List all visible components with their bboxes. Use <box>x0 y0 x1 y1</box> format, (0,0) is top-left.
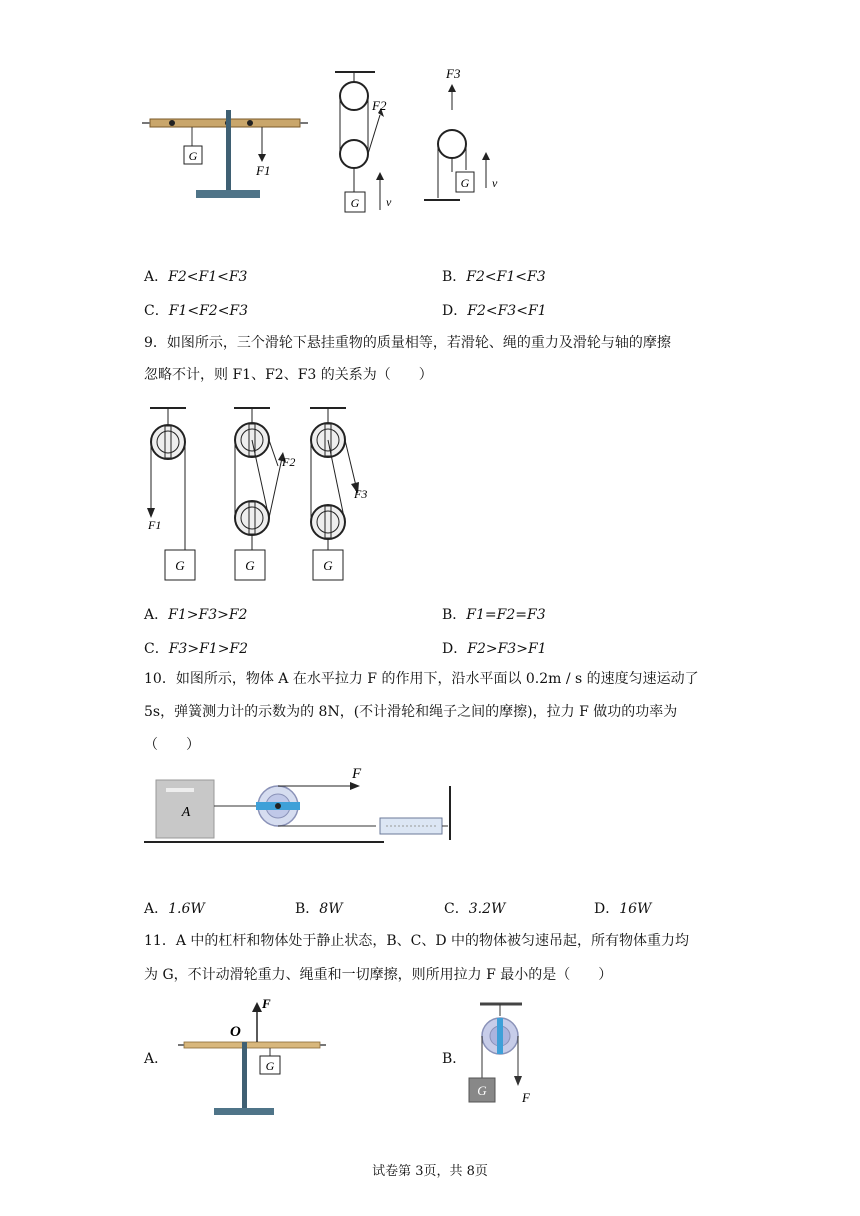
page-footer: 试卷第 3页，共 8页 <box>372 1164 488 1179</box>
q9-pulley-system-2 <box>234 408 295 580</box>
q9-figures <box>140 402 380 588</box>
q11-option-a[interactable]: A． <box>144 1051 169 1067</box>
label-q9-F2: F2 <box>282 455 296 469</box>
label-q9-F3: F3 <box>354 487 368 501</box>
label-q11-F-b: F <box>522 1090 530 1105</box>
q8-option-a[interactable]: A．F2<F1<F3 <box>144 269 248 285</box>
q10-option-d[interactable]: D．16W <box>594 901 652 917</box>
q10-question-line1: 10．如图所示，物体 A 在水平拉力 F 的作用下，沿水平面以 0.2m / s 的速度匀速运动了 <box>144 671 699 687</box>
q8-double-pulley-figure <box>335 72 392 212</box>
q10-option-b[interactable]: B．8W <box>295 901 343 917</box>
q9-fixed-pulley-figure <box>147 408 195 580</box>
label-O: O <box>230 1024 241 1040</box>
label-v: v <box>386 195 392 209</box>
q11-option-a-figure <box>178 996 328 1120</box>
label-q11-G-a: G <box>265 1059 275 1073</box>
label-G3: G <box>460 176 470 190</box>
q9-option-a[interactable]: A．F1>F3>F2 <box>144 607 248 623</box>
label-block-A: A <box>181 805 191 820</box>
q10-question-line2: 5s，弹簧测力计的示数为的 8N，(不计滑轮和绳子之间的摩擦)，拉力 F 做功的功率为 <box>144 704 678 720</box>
q9-pulley-system-3 <box>310 408 367 580</box>
q10-option-a[interactable]: A．1.6W <box>144 901 205 917</box>
q8-option-d[interactable]: D．F2<F3<F1 <box>442 303 547 319</box>
label-q11-G-b: G <box>477 1083 487 1098</box>
q11-question-line1: 11．A 中的杠杆和物体处于静止状态，B、C、D 中的物体被匀速吊起，所有物体重力均 <box>144 933 690 949</box>
label-q9-G2: G <box>245 558 255 573</box>
label-G2: G <box>350 196 360 210</box>
label-v2: v <box>492 176 498 190</box>
label-G: G <box>188 149 198 163</box>
q9-option-c[interactable]: C．F3>F1>F2 <box>144 641 249 657</box>
q11-question-line2: 为 G，不计动滑轮重力、绳重和一切摩擦，则所用拉力 F 最小的是（ ） <box>144 967 613 983</box>
q9-option-d[interactable]: D．F2>F3>F1 <box>442 641 547 657</box>
q8-lever-figure <box>142 110 308 198</box>
label-F1: F1 <box>256 163 271 178</box>
label-F2: F2 <box>372 98 387 113</box>
q11-option-b[interactable]: B． <box>442 1051 467 1067</box>
label-q9-G3: G <box>323 558 333 573</box>
label-q9-G1: G <box>175 558 185 573</box>
q11-option-b-figure <box>462 998 552 1108</box>
q9-question-line1: 9．如图所示，三个滑轮下悬挂重物的质量相等，若滑轮、绳的重力及滑轮与轴的摩擦 <box>144 335 671 351</box>
label-q9-F1: F1 <box>148 518 162 532</box>
q9-option-b[interactable]: B．F1=F2=F3 <box>442 607 546 623</box>
label-F3: F3 <box>446 66 461 81</box>
q9-question-line2: 忽略不计，则 F1、F2、F3 的关系为（ ） <box>144 367 433 383</box>
q10-option-c[interactable]: C．3.2W <box>444 901 506 917</box>
q8-option-c[interactable]: C．F1<F2<F3 <box>144 303 249 319</box>
q10-figure <box>144 760 464 856</box>
q8-figures <box>140 60 520 220</box>
q8-movable-pulley-figure <box>424 66 498 200</box>
q8-option-b[interactable]: B．F2<F1<F3 <box>442 269 546 285</box>
q10-question-line3: （ ） <box>144 737 200 753</box>
label-F-force: F <box>352 766 362 782</box>
label-q11-F-a: F <box>262 996 271 1011</box>
